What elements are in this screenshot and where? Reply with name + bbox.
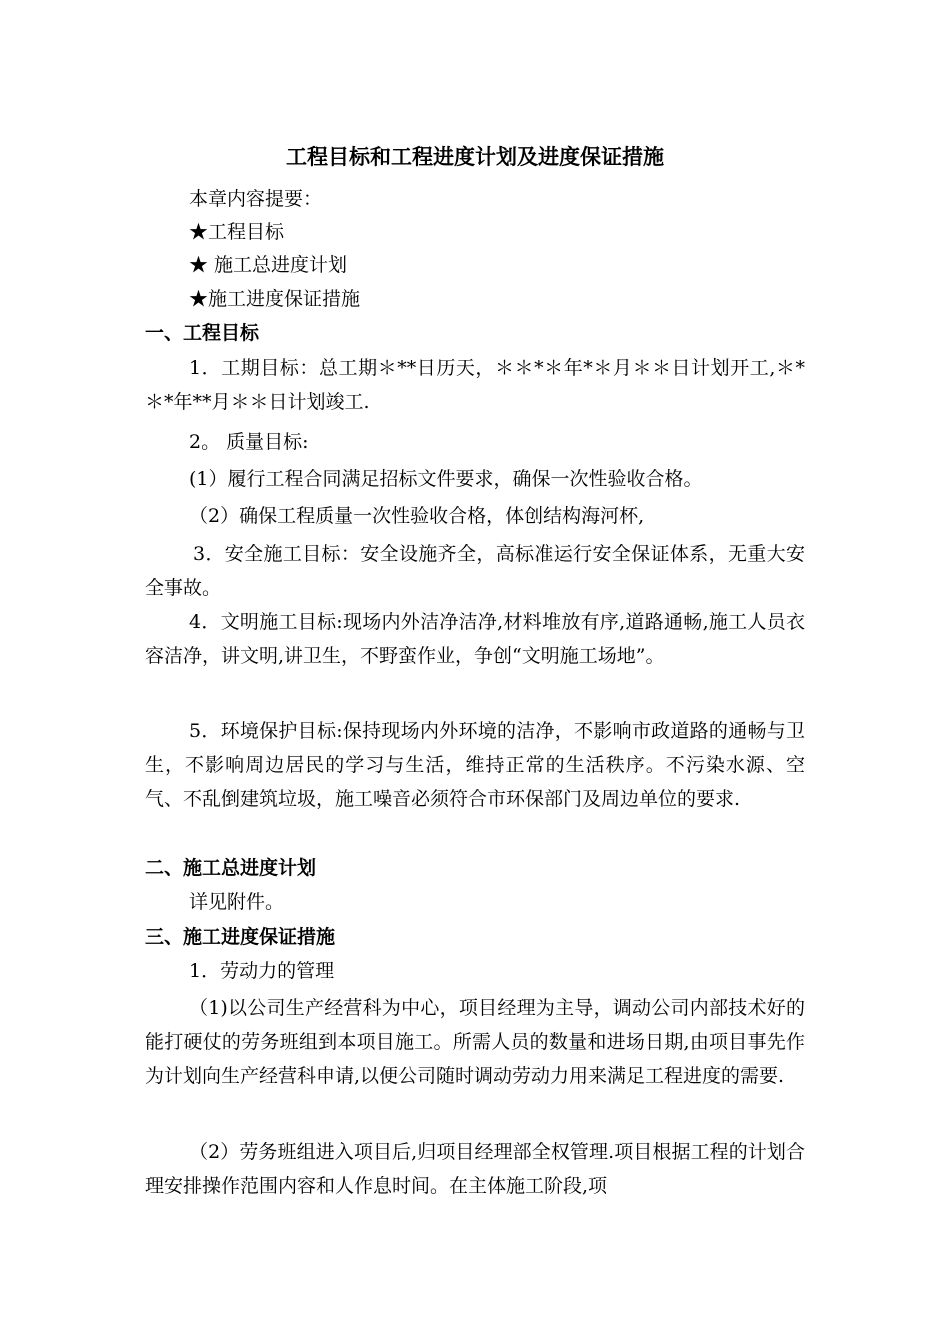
paragraph-safety-goal: 3．安全施工目标：安全设施齐全，高标准运行安全保证体系，无重大安全事故。 xyxy=(145,543,805,599)
paragraph-see-attachment: 详见附件。 xyxy=(189,891,285,913)
paragraph-civilized-goal: 4．文明施工目标:现场内外洁净洁净,材料堆放有序,道路通畅,施工人员衣容洁净，讲文明,讲卫生，不野蛮作业，争创“文明施工场地”。 xyxy=(145,611,805,667)
paragraph-quality-goal: 2。 质量目标: xyxy=(189,431,309,453)
section-heading-measures: 三、施工进度保证措施 xyxy=(145,926,336,948)
document-title: 工程目标和工程进度计划及进度保证措施 xyxy=(286,145,664,169)
paragraph-duration-goal: 1．工期目标：总工期＊**日历天，＊＊*＊年*＊月＊＊日计划开工,＊*＊*年**月＊＊日计划竣工. xyxy=(145,357,805,413)
section-heading-goals: 一、工程目标 xyxy=(145,322,260,344)
summary-item-schedule: ★ 施工总进度计划 xyxy=(189,254,348,276)
paragraph-quality-item-2: （2）确保工程质量一次性验收合格，体创结构海河杯, xyxy=(189,505,645,527)
summary-item-measures: ★施工进度保证措施 xyxy=(189,288,361,310)
section-heading-schedule: 二、施工总进度计划 xyxy=(145,857,317,879)
paragraph-labor-item-2: （2）劳务班组进入项目后,归项目经理部全权管理.项目根据工程的计划合理安排操作范围内容和人作息时间。在主体施工阶段,项 xyxy=(145,1141,805,1197)
paragraph-labor-item-1: （1)以公司生产经营科为中心，项目经理为主导，调动公司内部技术好的能打硬仗的劳务班组到本项目施工。所需人员的数量和进场日期,由项目事先作为计划向生产经营科申请,以便公司随时调动劳动力用来满足工程进度的需要. xyxy=(145,997,805,1087)
summary-item-goals: ★工程目标 xyxy=(189,221,285,243)
paragraph-environment-goal: 5．环境保护目标:保持现场内外环境的洁净，不影响市政道路的通畅与卫生，不影响周边居民的学习与生活，维持正常的生活秩序。不污染水源、空气、不乱倒建筑垃圾，施工噪音必须符合市环保部门及周边单位的要求. xyxy=(145,720,805,810)
paragraph-labor-management: 1．劳动力的管理 xyxy=(189,960,335,982)
paragraph-quality-item-1: (1）履行工程合同满足招标文件要求，确保一次性验收合格。 xyxy=(189,468,703,490)
summary-label: 本章内容提要： xyxy=(189,188,323,210)
